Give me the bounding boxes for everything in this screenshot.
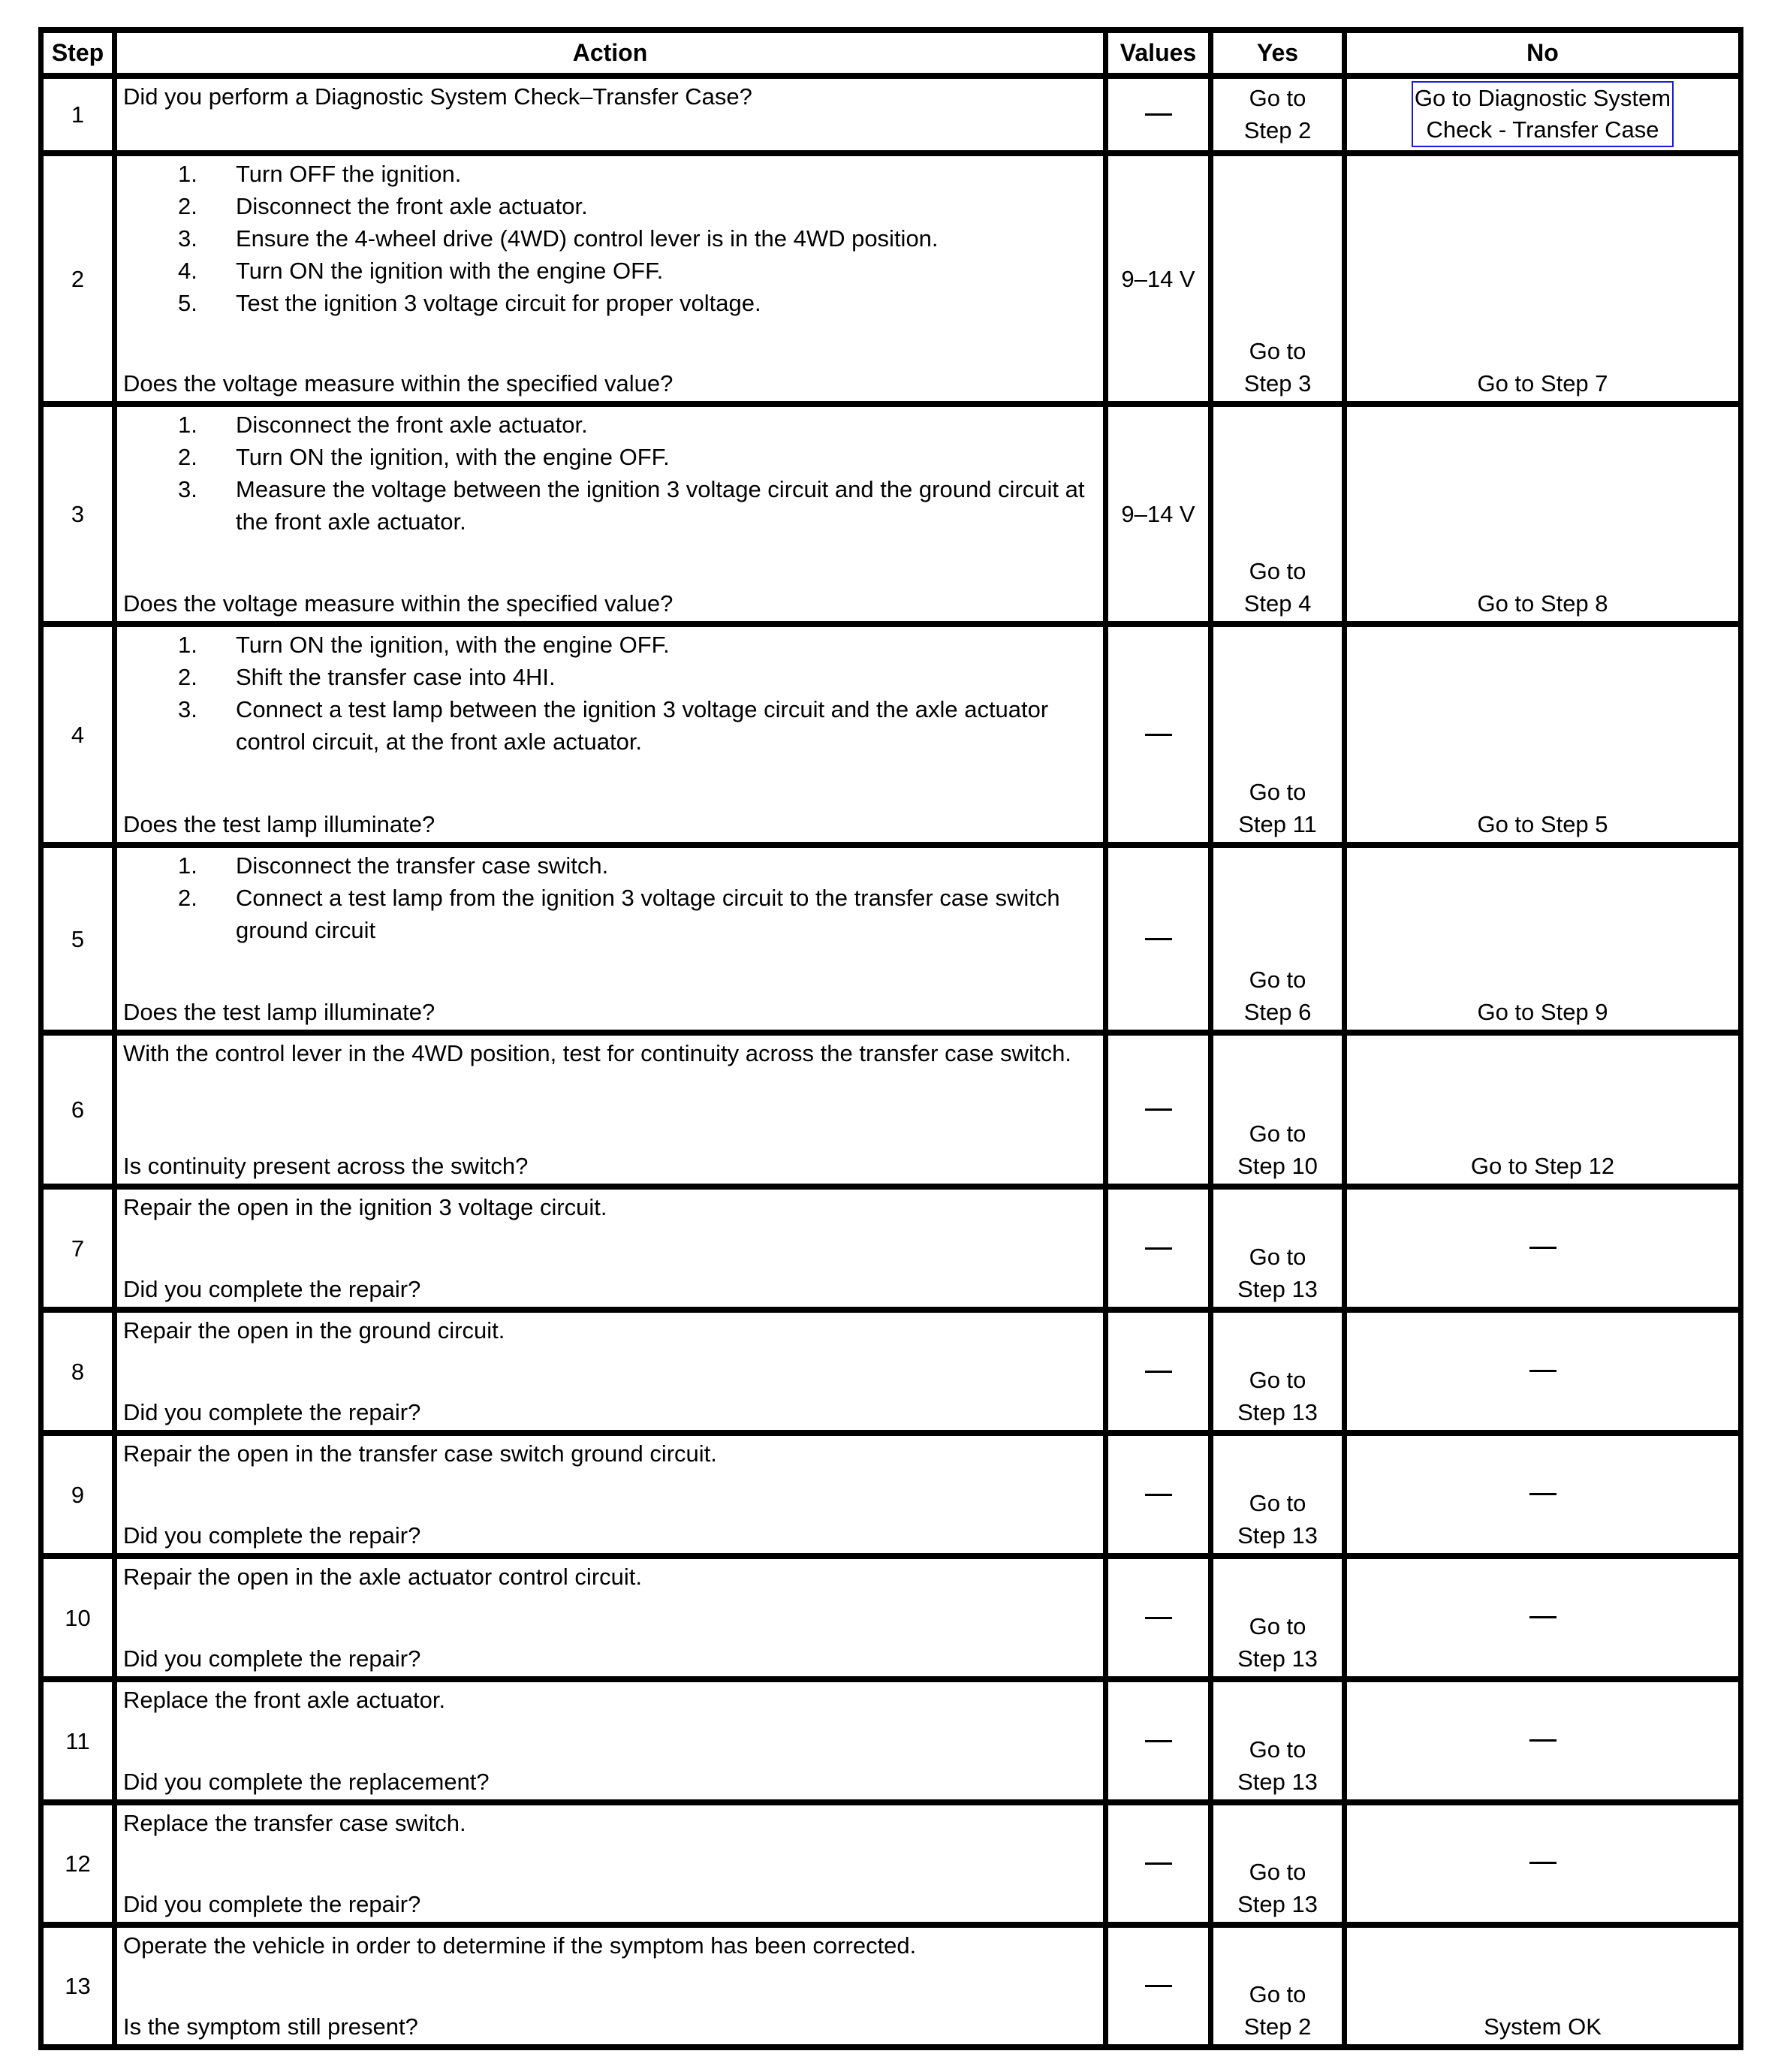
action-cell [117, 407, 1103, 621]
action-instruction: Repair the open in the ignition 3 voltage circuit. [123, 1194, 607, 1220]
action-cell [117, 1928, 1103, 2044]
step-number: 4 [71, 721, 85, 748]
action-step-number: 2. [178, 885, 197, 911]
values-cell [1108, 1036, 1208, 1184]
yes-cell[interactable] [1213, 1559, 1342, 1676]
no-cell [1347, 1190, 1738, 1307]
action-step-text: Ensure the 4-wheel drive (4WD) control lever is in the 4WD position. [236, 225, 939, 252]
action-cell [117, 156, 1103, 401]
action-cell [117, 627, 1103, 842]
em-dash-icon [1529, 1370, 1557, 1372]
action-question: Did you complete the replacement? [123, 1769, 490, 1795]
no-cell[interactable] [1347, 848, 1738, 1030]
action-step-item [123, 287, 1097, 319]
yes-cell[interactable] [1213, 1682, 1342, 1799]
action-step-number: 4. [178, 258, 197, 284]
header-step: Step [51, 39, 104, 66]
action-question: Did you complete the repair? [123, 1399, 421, 1425]
yes-goto-text[interactable]: Step 4 [1243, 590, 1312, 617]
no-goto-line[interactable]: Go to Step 7 [1477, 370, 1608, 397]
action-instruction: Operate the vehicle in order to determine if the symptom has been corrected. [123, 1932, 917, 1959]
yes-goto-text[interactable]: Step 13 [1237, 1276, 1318, 1302]
yes-cell[interactable] [1213, 1036, 1342, 1184]
yes-cell[interactable] [1213, 1313, 1342, 1430]
no-goto-line[interactable]: System OK [1484, 2013, 1602, 2040]
action-question: Does the test lamp illuminate? [123, 999, 435, 1025]
step-number: 1 [71, 101, 85, 128]
action-step-item [123, 693, 1097, 758]
no-goto-line[interactable]: Go to Step 5 [1477, 811, 1608, 837]
action-cell [117, 1682, 1103, 1799]
yes-goto-text[interactable]: Step 10 [1237, 1153, 1318, 1179]
row-divider [38, 73, 1743, 79]
em-dash-icon [1529, 1493, 1557, 1495]
action-step-text: Disconnect the front axle actuator. [236, 412, 588, 438]
no-cell[interactable] [1347, 627, 1738, 842]
em-dash-icon [1145, 938, 1172, 940]
action-step-number: 1. [178, 161, 197, 187]
action-question: Did you complete the repair? [123, 1276, 421, 1302]
row-divider [38, 150, 1743, 156]
em-dash-icon [1145, 1108, 1172, 1111]
no-cell[interactable] [1347, 1036, 1738, 1184]
no-goto-line[interactable]: Go to Step 8 [1477, 590, 1608, 617]
row-divider [38, 1922, 1743, 1928]
em-dash-icon [1145, 1247, 1172, 1250]
action-question: Does the voltage measure within the specified value? [123, 370, 674, 397]
column-divider [1103, 27, 1108, 2050]
no-cell [1347, 1682, 1738, 1799]
column-divider [38, 27, 44, 2050]
row-divider [38, 1799, 1743, 1805]
values-cell [1108, 407, 1208, 621]
action-question: Does the test lamp illuminate? [123, 811, 435, 837]
step-number: 9 [71, 1481, 85, 1508]
no-goto-line[interactable]: Go to Step 12 [1470, 1153, 1615, 1179]
yes-goto-text[interactable]: Go to [1249, 1981, 1306, 2007]
yes-goto-text[interactable]: Step 13 [1237, 1399, 1318, 1425]
action-step-text: Turn ON the ignition, with the engine OFF. [236, 444, 670, 470]
yes-cell[interactable] [1213, 79, 1342, 150]
yes-goto-text[interactable]: Go to [1249, 558, 1306, 584]
values-cell [1108, 848, 1208, 1030]
no-cell[interactable] [1347, 407, 1738, 621]
yes-goto-text[interactable]: Go to [1249, 1244, 1306, 1270]
em-dash-icon [1145, 113, 1172, 116]
action-step-text: Measure the voltage between the ignition 3 voltage circuit and the ground circuit at the front axle actuator. [236, 476, 1085, 535]
row-divider [38, 1030, 1743, 1036]
yes-goto-text[interactable]: Step 13 [1237, 1769, 1318, 1795]
values-text: 9–14 V [1121, 265, 1195, 292]
action-question: Did you complete the repair? [123, 1645, 421, 1672]
action-step-number: 2. [178, 664, 197, 690]
action-step-text: Connect a test lamp from the ignition 3 voltage circuit to the transfer case switch ground circuit [236, 885, 1060, 943]
action-step-item [123, 882, 1097, 946]
yes-cell[interactable] [1213, 407, 1342, 621]
no-cell[interactable] [1347, 79, 1738, 150]
action-cell [117, 848, 1103, 1030]
row-divider [38, 2044, 1743, 2050]
column-divider [1342, 27, 1347, 2050]
yes-goto-text[interactable]: Step 2 [1243, 2013, 1312, 2040]
action-step-item [123, 441, 1097, 473]
action-question: Does the voltage measure within the specified value? [123, 590, 674, 617]
em-dash-icon [1145, 734, 1172, 736]
column-divider [1738, 27, 1743, 2050]
row-divider [38, 1430, 1743, 1436]
em-dash-icon [1529, 1739, 1557, 1742]
values-cell [1108, 1313, 1208, 1430]
step-number: 7 [71, 1235, 85, 1262]
link-text[interactable]: Check - Transfer Case [1426, 116, 1659, 143]
yes-cell[interactable] [1213, 1436, 1342, 1553]
action-cell [117, 1559, 1103, 1676]
step-number: 11 [65, 1727, 90, 1754]
values-cell [1108, 627, 1208, 842]
yes-goto-text[interactable]: Go to [1249, 1613, 1306, 1639]
yes-goto-text[interactable]: Go to [1249, 1490, 1306, 1516]
em-dash-icon [1529, 1616, 1557, 1618]
yes-goto-text[interactable]: Step 11 [1238, 811, 1317, 837]
yes-cell[interactable] [1213, 156, 1342, 401]
action-step-item [123, 473, 1097, 538]
step-number: 5 [71, 925, 85, 952]
action-step-number: 2. [178, 193, 197, 219]
action-instruction: With the control lever in the 4WD position, test for continuity across the transfer case switch. [123, 1040, 1071, 1066]
no-cell [1347, 1436, 1738, 1553]
yes-goto-text[interactable]: Go to [1249, 779, 1306, 805]
values-cell [1108, 1682, 1208, 1799]
action-question: Is the symptom still present? [123, 2013, 418, 2040]
no-cell [1347, 1559, 1738, 1676]
row-divider [38, 1676, 1743, 1682]
action-step-item [123, 629, 1097, 661]
action-instruction: Replace the front axle actuator. [123, 1687, 446, 1713]
action-step-item [123, 190, 1097, 222]
action-step-number: 1. [178, 852, 197, 879]
step-number: 13 [65, 1973, 91, 1999]
diagnostic-system-check-link[interactable] [1412, 81, 1674, 147]
action-steps-list [123, 158, 1097, 319]
step-number: 8 [71, 1358, 85, 1385]
step-number: 3 [71, 501, 85, 527]
action-question: Did you complete the repair? [123, 1522, 421, 1549]
action-question: Did you complete the repair? [123, 1891, 421, 1917]
action-step-number: 5. [178, 290, 197, 316]
action-question: Is continuity present across the switch? [123, 1153, 529, 1179]
action-instruction: Repair the open in the axle actuator control circuit. [123, 1564, 642, 1590]
no-goto-text[interactable] [1477, 996, 1608, 1028]
em-dash-icon [1145, 1617, 1172, 1619]
header-action: Action [572, 39, 648, 66]
action-instruction: Repair the open in the ground circuit. [123, 1317, 505, 1344]
row-divider [38, 1184, 1743, 1190]
row-divider [38, 401, 1743, 407]
action-steps-list [123, 849, 1097, 946]
action-step-number: 1. [178, 632, 197, 658]
yes-goto-text[interactable]: Step 2 [1243, 116, 1312, 143]
step-number: 10 [65, 1604, 91, 1631]
no-goto-text[interactable] [1477, 587, 1608, 620]
no-cell[interactable] [1347, 1928, 1738, 2044]
yes-goto-text[interactable]: Step 13 [1237, 1891, 1318, 1917]
action-steps-list [123, 629, 1097, 758]
values-cell [1108, 156, 1208, 401]
action-step-text: Turn ON the ignition with the engine OFF. [236, 258, 664, 284]
action-instruction: Replace the transfer case switch. [123, 1810, 466, 1836]
no-cell[interactable] [1347, 156, 1738, 401]
yes-goto-text[interactable]: Step 6 [1243, 999, 1312, 1025]
em-dash-icon [1529, 1247, 1557, 1249]
link-text[interactable]: Go to Diagnostic System [1414, 84, 1671, 111]
action-step-number: 3. [178, 476, 197, 502]
no-goto-text[interactable] [1477, 367, 1608, 400]
action-step-item [123, 158, 1097, 190]
header-no: No [1526, 39, 1559, 66]
no-cell [1347, 1805, 1738, 1922]
action-step-number: 3. [178, 225, 197, 252]
action-step-item [123, 255, 1097, 287]
row-divider [38, 27, 1743, 33]
yes-goto-text[interactable]: Go to [1249, 84, 1306, 111]
action-cell [117, 1036, 1103, 1184]
action-cell [117, 1805, 1103, 1922]
action-step-text: Test the ignition 3 voltage circuit for proper voltage. [236, 290, 761, 316]
action-step-text: Disconnect the transfer case switch. [236, 852, 609, 879]
row-divider [38, 621, 1743, 627]
yes-cell[interactable] [1213, 1190, 1342, 1307]
action-step-text: Disconnect the front axle actuator. [236, 193, 588, 219]
step-number: 2 [71, 265, 85, 292]
yes-cell[interactable] [1213, 1805, 1342, 1922]
action-step-number: 1. [178, 412, 197, 438]
em-dash-icon [1145, 1985, 1172, 1987]
yes-goto-text[interactable]: Go to [1249, 1367, 1306, 1393]
action-step-text: Turn ON the ignition, with the engine OFF. [236, 632, 670, 658]
action-step-item [123, 409, 1097, 441]
row-divider [38, 1553, 1743, 1559]
yes-cell[interactable] [1213, 1928, 1342, 2044]
action-step-item [123, 849, 1097, 882]
yes-cell[interactable] [1213, 627, 1342, 842]
em-dash-icon [1145, 1862, 1172, 1865]
row-divider [38, 1307, 1743, 1313]
action-step-text: Turn OFF the ignition. [236, 161, 462, 187]
values-cell [1108, 79, 1208, 150]
values-cell [1108, 1190, 1208, 1307]
em-dash-icon [1145, 1740, 1172, 1742]
no-goto-line[interactable]: Go to Step 9 [1477, 999, 1608, 1025]
yes-goto-text[interactable]: Go to [1249, 1859, 1306, 1885]
no-goto-text[interactable] [1484, 2010, 1602, 2043]
values-cell [1108, 1436, 1208, 1553]
values-cell [1108, 1559, 1208, 1676]
values-cell [1108, 1928, 1208, 2044]
action-step-number: 2. [178, 444, 197, 470]
yes-goto-text[interactable]: Go to [1249, 1120, 1306, 1147]
action-step-text: Shift the transfer case into 4HI. [236, 664, 556, 690]
header-yes: Yes [1256, 39, 1299, 66]
row-divider [38, 842, 1743, 848]
no-cell [1347, 1313, 1738, 1430]
step-number: 6 [71, 1096, 85, 1123]
yes-goto-text[interactable]: Step 13 [1237, 1645, 1318, 1672]
action-cell [117, 79, 1103, 150]
em-dash-icon [1145, 1371, 1172, 1373]
values-cell [1108, 1805, 1208, 1922]
action-steps-list [123, 409, 1097, 538]
yes-goto-text[interactable]: Go to [1249, 1736, 1306, 1763]
action-cell [117, 1436, 1103, 1553]
yes-goto-text[interactable]: Go to [1249, 338, 1306, 364]
action-step-text: Connect a test lamp between the ignition 3 voltage circuit and the axle actuator control circuit, at the front axle actuator. [236, 696, 1049, 755]
yes-goto-text[interactable]: Step 13 [1237, 1522, 1318, 1549]
action-step-number: 3. [178, 696, 197, 722]
em-dash-icon [1145, 1494, 1172, 1496]
action-cell [117, 1190, 1103, 1307]
em-dash-icon [1529, 1862, 1557, 1864]
action-step-item [123, 661, 1097, 693]
yes-goto-text[interactable]: Go to [1249, 967, 1306, 993]
column-divider [1208, 27, 1213, 2050]
yes-cell[interactable] [1213, 848, 1342, 1030]
action-instruction: Did you perform a Diagnostic System Check–Transfer Case? [123, 83, 752, 110]
action-cell [117, 1313, 1103, 1430]
no-goto-text[interactable] [1477, 808, 1608, 840]
yes-goto-text[interactable]: Step 3 [1243, 370, 1312, 397]
values-text: 9–14 V [1121, 501, 1195, 527]
step-number: 12 [65, 1850, 91, 1877]
no-goto-text[interactable] [1471, 1150, 1614, 1182]
column-divider [112, 27, 117, 2050]
action-instruction: Repair the open in the transfer case switch ground circuit. [123, 1440, 717, 1467]
header-values: Values [1120, 39, 1197, 66]
action-step-item [123, 222, 1097, 255]
